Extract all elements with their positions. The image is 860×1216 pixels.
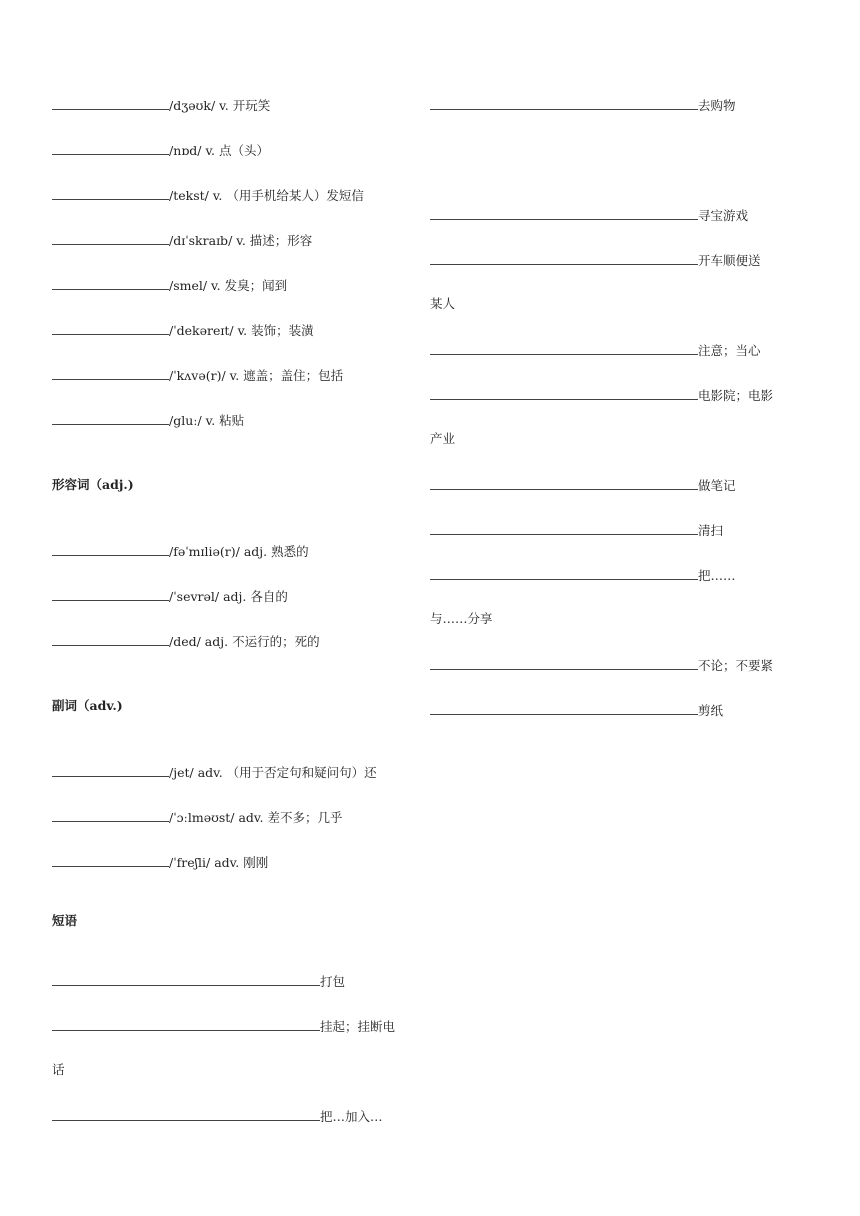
phrase-item: 去购物 <box>430 96 736 114</box>
answer-blank[interactable] <box>52 763 169 777</box>
answer-blank[interactable] <box>52 1017 320 1031</box>
phrase-item: 把…加入… <box>52 1107 383 1125</box>
answer-blank[interactable] <box>52 321 169 335</box>
answer-blank[interactable] <box>52 972 320 986</box>
answer-blank[interactable] <box>52 141 169 155</box>
phrase-item: 清扫 <box>430 521 723 539</box>
adverb-heading: 副词（adv.) <box>52 698 123 713</box>
answer-blank[interactable] <box>430 96 698 110</box>
verb-item: /dɪˈskraɪb/ v. 描述；形容 <box>52 231 312 249</box>
answer-blank[interactable] <box>52 1107 320 1121</box>
phrase-item: 注意；当心 <box>430 341 761 359</box>
verb-item: /ˈkʌvə(r)/ v. 遮盖；盖住；包括 <box>52 366 343 384</box>
adverb-item: /ˈɔːlməʊst/ adv. 差不多；几乎 <box>52 808 342 826</box>
adjective-item: /fəˈmɪliə(r)/ adj. 熟悉的 <box>52 542 309 560</box>
adjective-item: /ˈsevrəl/ adj. 各自的 <box>52 587 288 605</box>
answer-blank[interactable] <box>52 853 169 867</box>
phrase-continuation: 与……分享 <box>430 611 493 626</box>
adverb-item: /ˈfreʃli/ adv. 刚刚 <box>52 853 268 871</box>
phrase-continuation: 产业 <box>430 431 456 446</box>
adjective-heading: 形容词（adj.) <box>52 477 134 492</box>
answer-blank[interactable] <box>430 206 698 220</box>
adverb-item: /jet/ adv. （用于否定句和疑问句）还 <box>52 763 377 781</box>
answer-blank[interactable] <box>52 366 169 380</box>
answer-blank[interactable] <box>430 476 698 490</box>
answer-blank[interactable] <box>430 521 698 535</box>
answer-blank[interactable] <box>52 411 169 425</box>
verb-item: /ˈdekəreɪt/ v. 装饰；装潢 <box>52 321 314 339</box>
phrase-item: 剪纸 <box>430 701 723 719</box>
phrase-heading: 短语 <box>52 913 78 928</box>
phrase-item: 开车顺便送 <box>430 251 761 269</box>
phrase-continuation: 某人 <box>430 296 456 311</box>
answer-blank[interactable] <box>430 386 698 400</box>
phrase-item: 把…… <box>430 566 736 584</box>
answer-blank[interactable] <box>52 96 169 110</box>
phrase-item: 挂起；挂断电 <box>52 1017 395 1035</box>
answer-blank[interactable] <box>430 701 698 715</box>
phrase-item: 不论；不要紧 <box>430 656 773 674</box>
answer-blank[interactable] <box>52 186 169 200</box>
answer-blank[interactable] <box>52 276 169 290</box>
verb-item: /dʒəʊk/ v. 开玩笑 <box>52 96 270 114</box>
answer-blank[interactable] <box>52 632 169 646</box>
answer-blank[interactable] <box>52 542 169 556</box>
verb-item: /smel/ v. 发臭；闻到 <box>52 276 287 294</box>
phrase-item: 做笔记 <box>430 476 736 494</box>
verb-item: /nɒd/ v. 点（头） <box>52 141 269 159</box>
answer-blank[interactable] <box>430 341 698 355</box>
phrase-continuation: 话 <box>52 1062 65 1077</box>
answer-blank[interactable] <box>430 656 698 670</box>
answer-blank[interactable] <box>52 587 169 601</box>
phrase-item: 寻宝游戏 <box>430 206 748 224</box>
answer-blank[interactable] <box>430 251 698 265</box>
answer-blank[interactable] <box>52 231 169 245</box>
answer-blank[interactable] <box>52 808 169 822</box>
verb-item: /tekst/ v. （用手机给某人）发短信 <box>52 186 364 204</box>
phrase-item: 电影院；电影 <box>430 386 773 404</box>
verb-item: /gluː/ v. 粘贴 <box>52 411 244 429</box>
adjective-item: /ded/ adj. 不运行的；死的 <box>52 632 320 650</box>
answer-blank[interactable] <box>430 566 698 580</box>
phrase-item: 打包 <box>52 972 345 990</box>
